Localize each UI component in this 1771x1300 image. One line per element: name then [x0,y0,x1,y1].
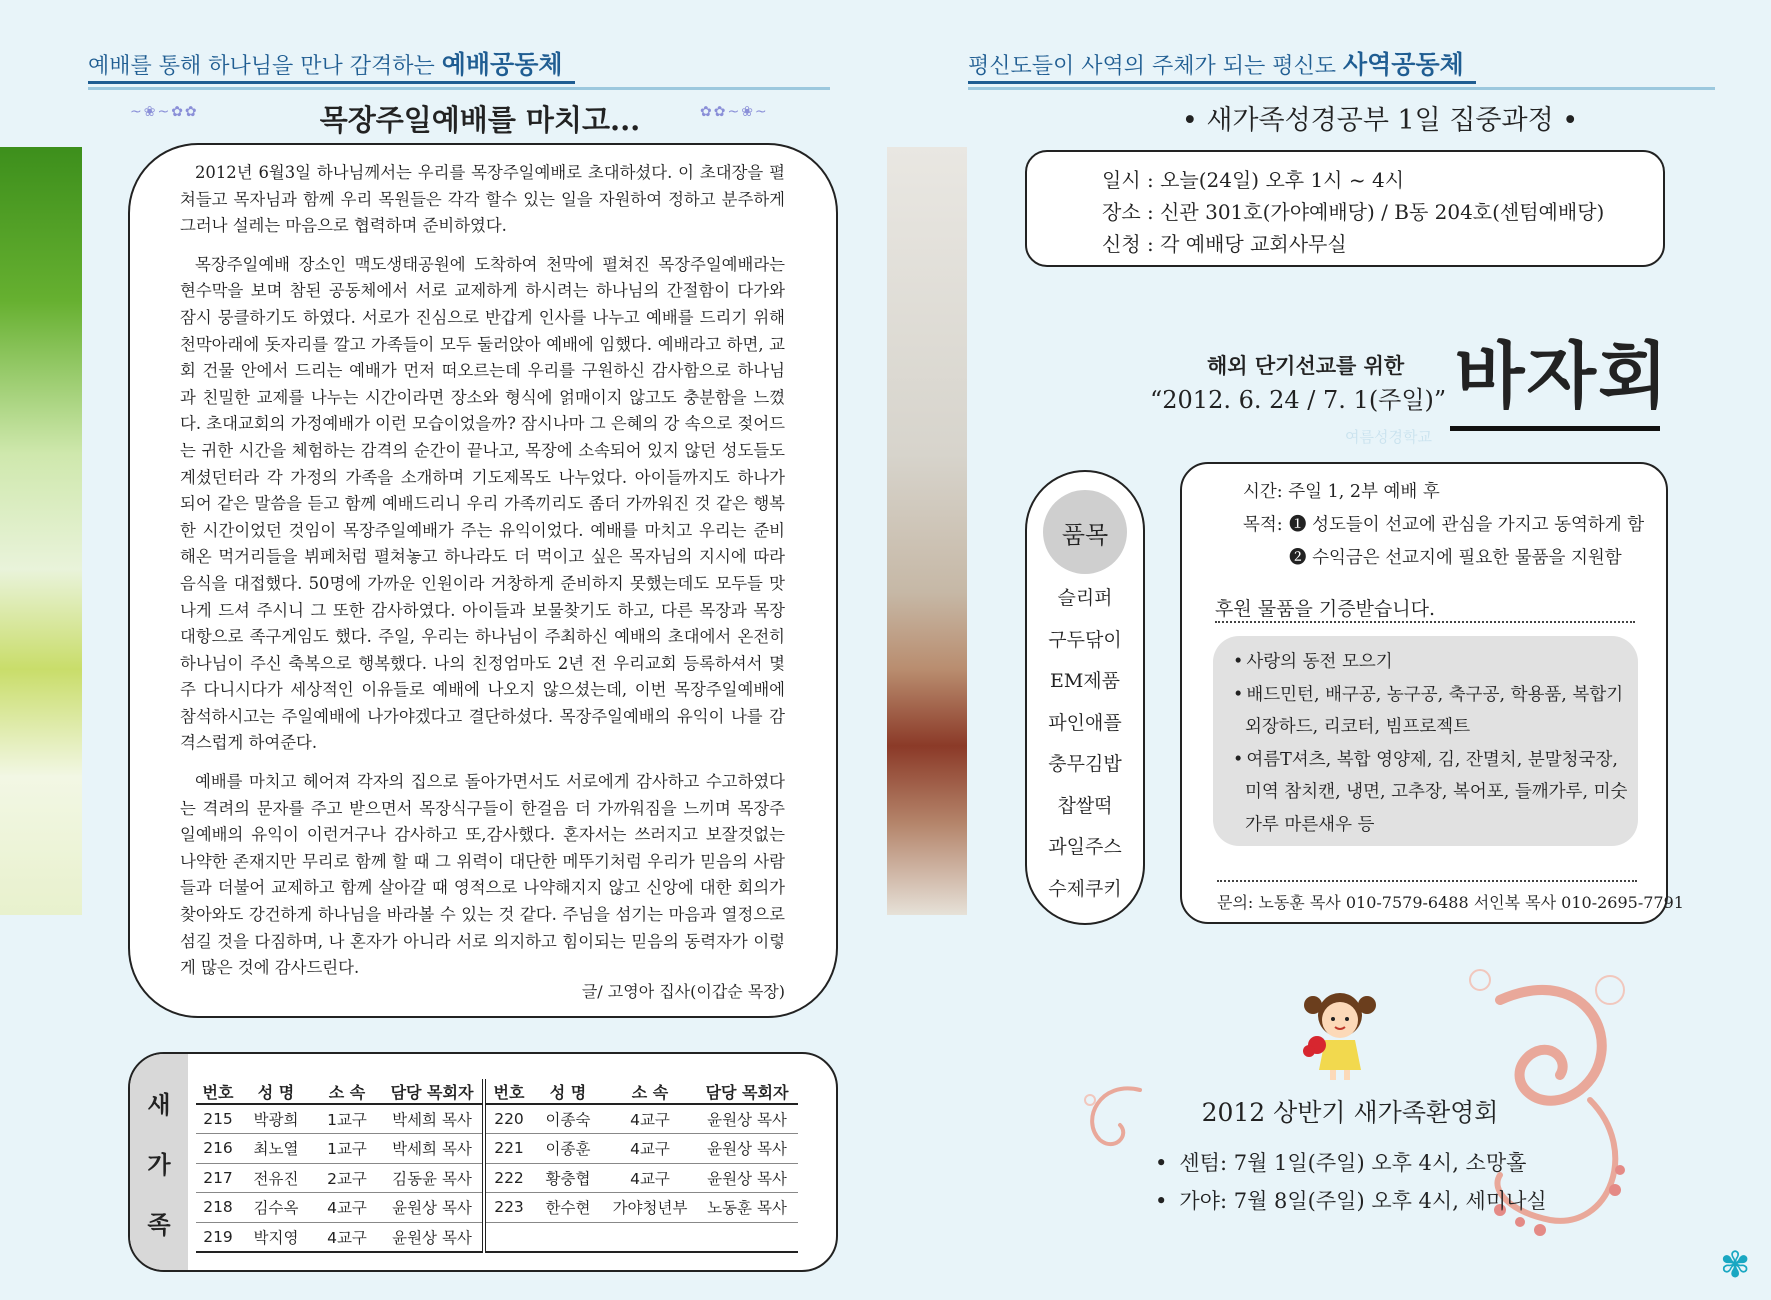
table-cell: 윤원상 목사 [696,1163,798,1193]
table-cell: 4교구 [312,1222,382,1252]
table-cell: 217 [196,1163,240,1193]
table-cell: 이종훈 [532,1134,604,1164]
bazaar-ghost-text: 여름성경학교 [1345,428,1432,446]
table-cell: 219 [196,1222,240,1252]
article-paragraph: 예배를 마치고 헤어져 각자의 집으로 돌아가면서도 서로에게 감사하고 수고하였다는 격려의 문자를 주고 받으면서 목장식구들이 한걸음 더 가까워짐을 느끼며 목장주일예배의 유익이 이런거구나 감사하고 또,감사했다. 혼자서는 쓰러지고 보잘것없는 나약한 존재지만 무리로 함께 할 때 그 위력이 대단한 메뚜기처럼 우리가 믿음의 사람들과 더불어 교제하고 함께 살아갈 때 영적으로 나약해지지 않고 신앙에 대한 회의가 찾아와도 강건하게 하나님을 바라볼 수 있는 것 같다. 주님을 섬기는 마음과 열정으로 섬길 것을 다짐하며, 나 혼자가 아니라 서로 의지하고 힘이되는 믿음의 동력자가 이렇게 많은 것에 감사드린다. [180,772,785,978]
table-cell [484,1222,532,1252]
list-item: 구두닦이 [1048,628,1122,651]
list-item: 충무김밥 [1048,753,1122,775]
girl-with-flowers-illustration [1295,985,1385,1085]
table-cell: 4교구 [604,1104,696,1134]
bazaar-date: “2012. 6. 24 / 7. 1(주일)” [1150,386,1447,414]
bazaar-purpose-2: ❷ 수익금은 선교지에 필요한 물품을 지원함 [1289,548,1622,568]
list-item: 파인애플 [1048,711,1122,734]
bazaar-title: 바자회 [1455,333,1670,418]
bible-study-box [1025,150,1665,267]
welcome-line-gaya: • 가야: 7월 8일(주일) 오후 4시, 세미나실 [1155,1185,1547,1215]
table-cell: 황충협 [532,1163,604,1193]
right-section-header [968,40,1715,90]
list-item: 과일주스 [1048,836,1122,858]
bazaar-time: 시간: 주일 1, 2부 예배 후 [1243,482,1440,502]
new-family-box [128,1052,838,1272]
table-row [196,1163,798,1193]
table-cell: 4교구 [604,1163,696,1193]
items-header: 품목 [1043,490,1127,574]
table-row [196,1193,798,1223]
bible-study-line: 장소 : 신관 301호(가야예배당) / B동 204호(센텀예배당) [1102,200,1605,224]
list-item: • 여름T셔츠, 복합 영양제, 김, 잔멸치, 분말청국장, 미역 참치캔, 냉면, 고추장, 복어포, 들깨가루, 미숫가루 마른새우 등 [1233,744,1628,842]
table-cell: 220 [484,1104,532,1134]
table-cell: 김동윤 목사 [382,1163,484,1193]
article-title: 목장주일예배를 마치고... [319,103,641,137]
bazaar-title-underline [1450,426,1660,431]
list-item: • 배드민턴, 배구공, 농구공, 축구공, 학용품, 복합기 외장하드, 리코터, 빔프로젝트 [1233,679,1628,744]
table-cell: 4교구 [312,1193,382,1223]
bazaar-purpose-label: 목적: [1243,515,1283,535]
list-item: EM제품 [1049,670,1121,692]
list-item: 수제쿠키 [1048,877,1122,900]
list-item: 찹쌀떡 [1057,794,1113,817]
table-cell: 김수옥 [240,1193,312,1223]
table-cell: 223 [484,1193,532,1223]
bazaar-purpose-1: ❶ 성도들이 선교에 관심을 가지고 동역하게 함 [1289,515,1645,535]
article-paragraph: 2012년 6월3일 하나님께서는 우리를 목장주일예배로 초대하셨다. 이 초대장을 펼쳐들고 목자님과 함께 우리 목원들은 각각 할수 있는 일을 자원하여 정하고 분주하게 그러나 설레는 마음으로 협력하며 준비하였다. [180,163,785,236]
table-cell: 2교구 [312,1163,382,1193]
welcome-line-centum: • 센텀: 7월 1일(주일) 오후 4시, 소망홀 [1155,1147,1526,1177]
floral-swirl-small [1070,1070,1160,1160]
right-section-header-text: 평신도들이 사역의 주체가 되는 평신도 사역공동체 [968,45,1476,84]
table-cell: 이종숙 [532,1104,604,1134]
vine-ornament-left: ~❀~✿✿ [130,104,199,120]
table-cell: 215 [196,1104,240,1134]
table-cell: 윤원상 목사 [696,1104,798,1134]
table-cell [532,1222,604,1252]
table-cell: 박지영 [240,1222,312,1252]
table-cell: 218 [196,1193,240,1223]
table-cell: 221 [484,1134,532,1164]
table-cell: 윤원상 목사 [382,1193,484,1223]
table-cell: 윤원상 목사 [696,1134,798,1164]
left-section-header [88,40,830,90]
table-row [196,1134,798,1164]
table-cell [604,1222,696,1252]
article-signature: 글/ 고영아 집사(이갑순 목장) [581,982,785,1001]
table-cell: 박세희 목사 [382,1104,484,1134]
bazaar-subtitle: 해외 단기선교를 위한 [1207,354,1405,378]
table-row [196,1222,798,1252]
table-cell: 윤원상 목사 [382,1222,484,1252]
table-cell: 1교구 [312,1104,382,1134]
table-cell: 216 [196,1134,240,1164]
list-item: • 사랑의 동전 모으기 [1233,646,1628,679]
table-cell: 노동훈 목사 [696,1193,798,1223]
donate-title: 후원 물품을 기증받습니다. [1215,594,1635,623]
items-list [1025,578,1145,910]
decorative-photo-left [0,147,82,915]
decorative-photo-middle [887,147,967,915]
bible-study-line: 일시 : 오늘(24일) 오후 1시 ~ 4시 [1102,168,1405,192]
article-body [180,160,785,994]
welcome-title: 2012 상반기 새가족환영회 [1201,1098,1499,1127]
vine-ornament-right: ✿✿~❀~ [700,104,769,120]
left-section-header-text: 예배를 통해 하나님을 만나 감격하는 예배공동체 [88,45,575,84]
table-cell: 전유진 [240,1163,312,1193]
bazaar-contact: 문의: 노동훈 목사 010-7579-6488 서인복 목사 010-2695-7791 [1217,880,1637,913]
new-family-table [196,1079,798,1253]
table-cell: 222 [484,1163,532,1193]
table-cell: 한수현 [532,1193,604,1223]
donate-items-list [1213,636,1638,846]
new-family-label: 새 가 족 [130,1054,188,1270]
table-cell: 최노열 [240,1134,312,1164]
table-cell: 박광희 [240,1104,312,1134]
flower-icon: ✾ [1720,1245,1751,1286]
table-cell: 가야청년부 [604,1193,696,1223]
bible-study-title: • 새가족성경공부 1일 집중과정 • [1181,105,1579,136]
table-row [196,1104,798,1134]
article-paragraph: 목장주일예배 장소인 맥도생태공원에 도착하여 천막에 펼쳐진 목장주일예배라는 현수막을 보며 참된 공동체에서 서로 교제하게 하시려는 하나님의 간절함이 다가와 잠시 뭉클하기도 하였다. 서로가 진심으로 반갑게 인사를 나누고 예배를 드리기 위해 천막아래에 돗자리를 깔고 가족들이 모두 둘러앉아 예배에 임했다. 예배라고 하면, 교회 건물 안에서 드리는 예배가 먼저 떠오르는데 우리를 구원하신 감사함으로 하나님과 친밀한 교제를 나누는 시간이라면 장소와 형식에 얽매이지 않고도 충분함을 느꼈다. 초대교회의 가정예배가 이런 모습이었을까? 잠시나마 그 은혜의 강 속으로 젖어드는 귀한 시간을 체험하는 감격의 순간이 끝나고, 목장에 소속되어 있지 않던 성도들도 계셨던터라 각 가정의 가족을 소개하며 기도제목도 나누었다. 아이들까지도 하나가 되어 같은 말씀을 듣고 함께 예배드리니 우리 가족끼리도 좀더 가까워진 것 같은 행복한 시간이었던 것임이 목장주일예배가 주는 유익이었다. 예배를 마치고 우리는 준비해온 먹거리들을 뷔페처럼 펼쳐놓고 하나라도 더 먹이고 싶은 목자님의 지시에 따라 음식을 대접했다. 50명에 가까운 인원이라 거창하게 준비하지 못했는데도 모두들 맛나게 드셔 주시니 그 또한 감사하였다. 아이들과 보물찾기도 하고, 다른 목장과 목장대항으로 족구게임도 했다. 주일, 우리는 하나님이 주최하신 예배의 초대에서 온전히 하나님이 주신 축복으로 행복했다. 나의 친정엄마도 2년 전 우리교회 등록하셔서 몇 주 다니시다가 세상적인 이유들로 예배에 나오지 않으셨는데, 이번 목장주일예배에 참석하시고는 주일예배에 나가야겠다고 결단하셨다. 목장주일예배의 유익이 나를 감격스럽게 하여준다. [180,254,785,753]
list-item: 슬리퍼 [1057,587,1113,609]
table-cell [696,1222,798,1252]
bible-study-line: 신청 : 각 예배당 교회사무실 [1102,232,1347,256]
table-cell: 1교구 [312,1134,382,1164]
table-header-row: 번호 성 명 소 속 담당 목회자 번호 성 명 소 속 담당 목회자 [196,1079,798,1104]
table-cell: 박세희 목사 [382,1134,484,1164]
table-cell: 4교구 [604,1134,696,1164]
